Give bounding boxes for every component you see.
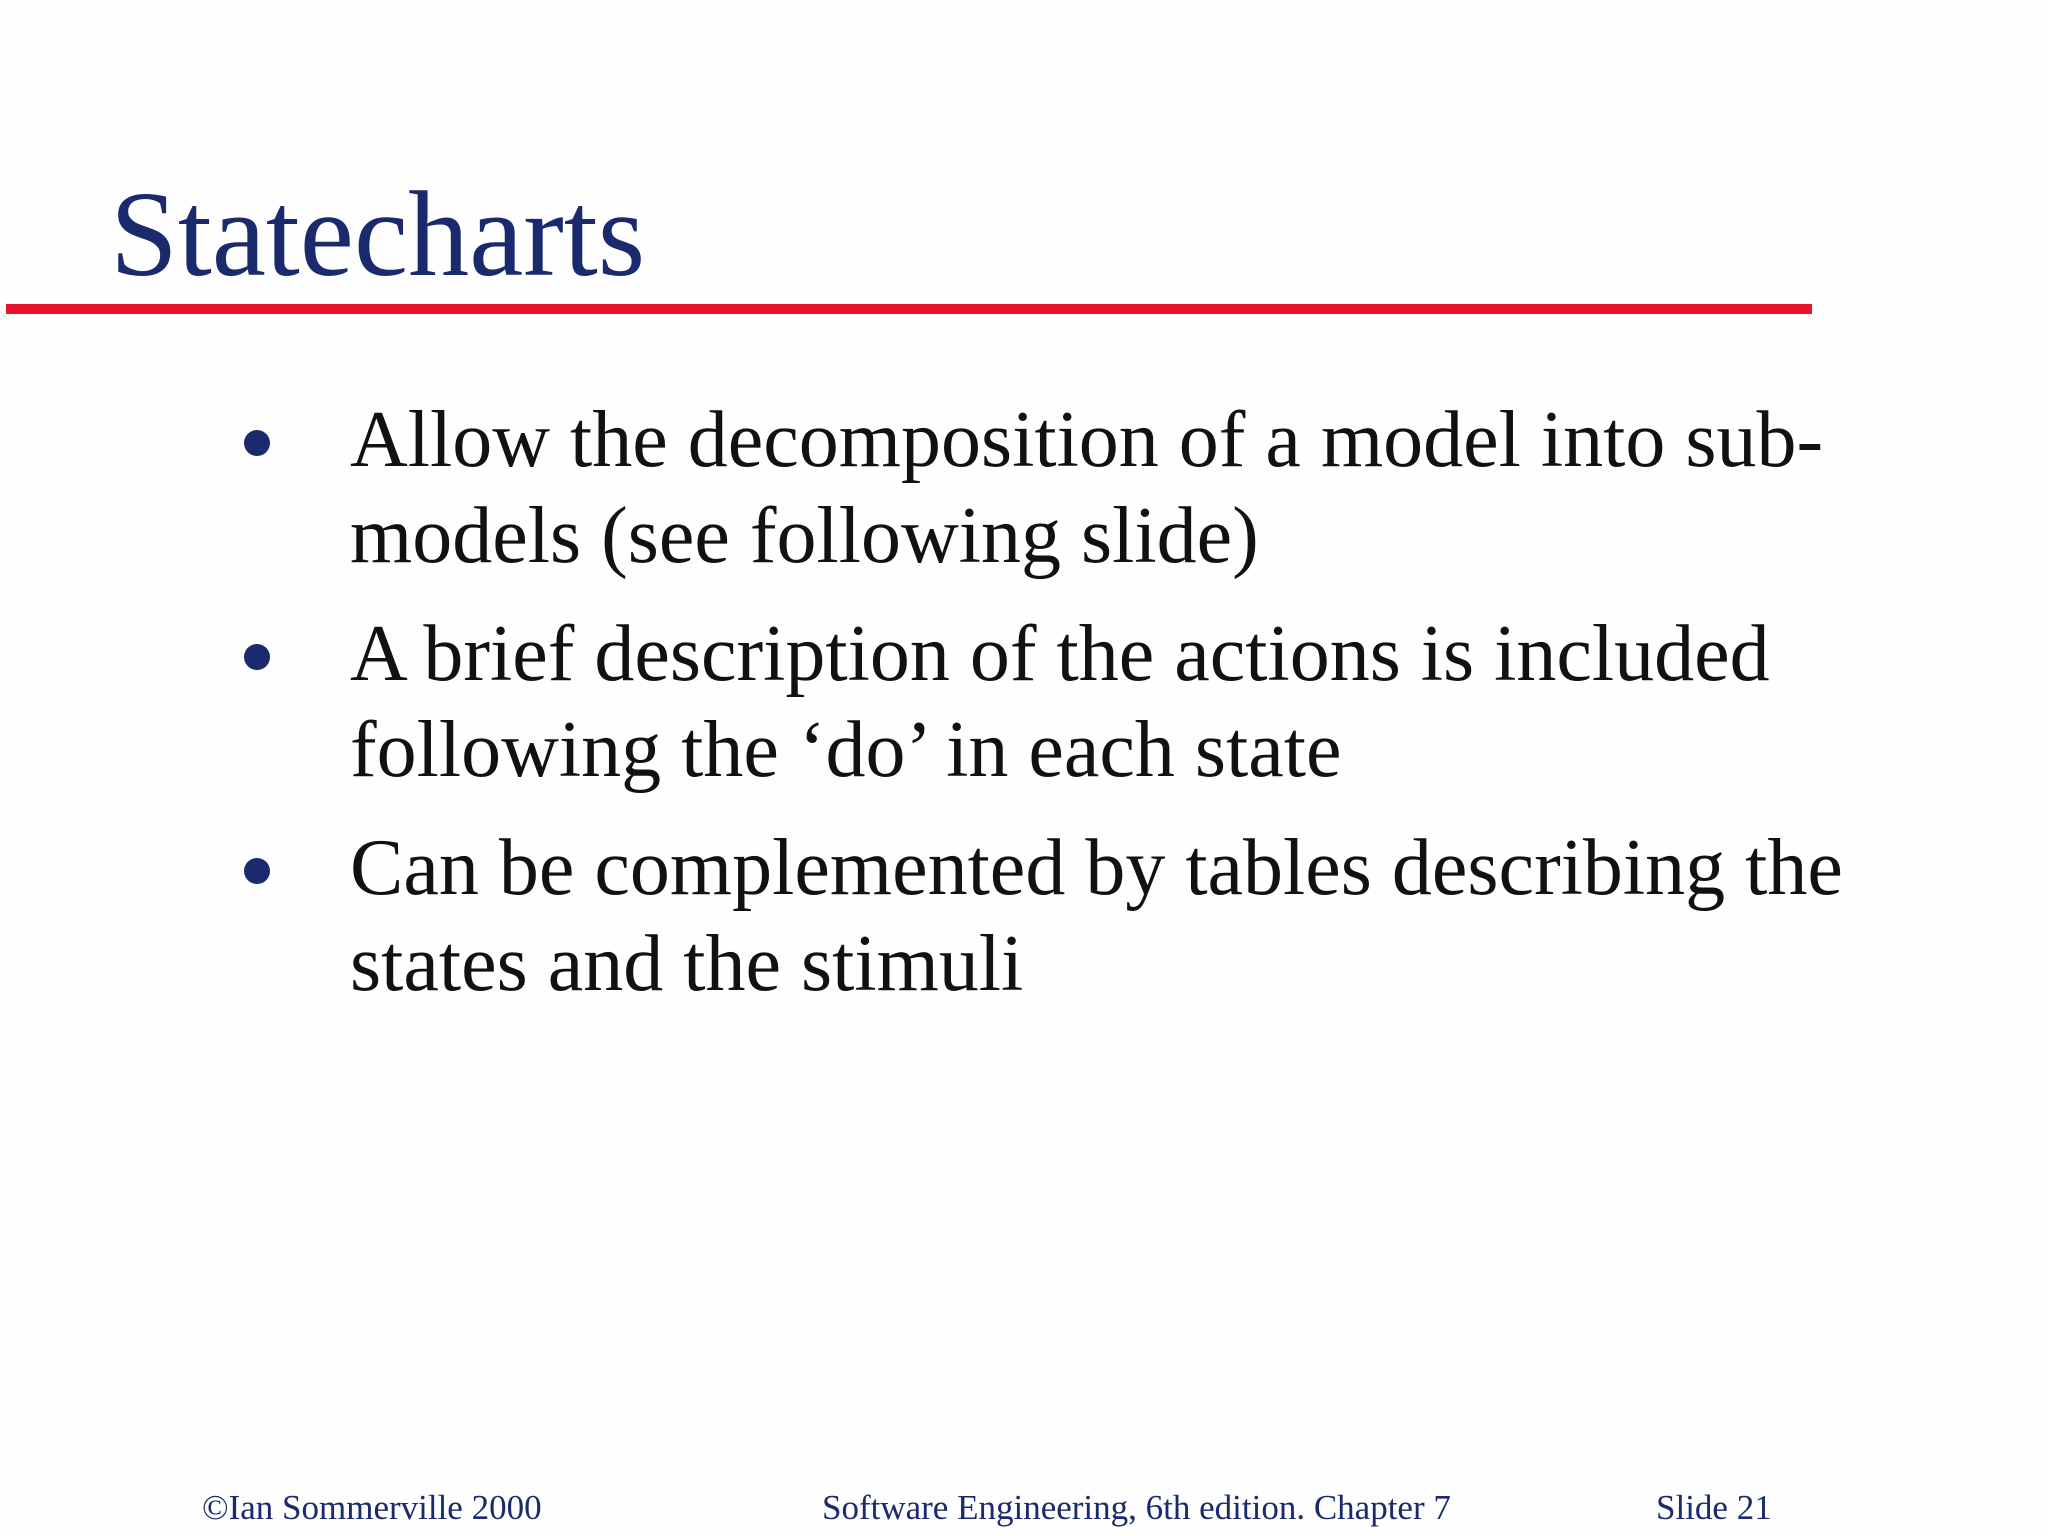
footer-book-title: Software Engineering, 6th edition. Chapter 7: [822, 1488, 1451, 1527]
bullet-dot-icon: [244, 430, 270, 456]
title-divider: [6, 304, 1812, 314]
slide-title: Statecharts: [110, 167, 646, 302]
bullet-list: [238, 392, 1878, 1034]
bullet-text: Can be complemented by tables describing the states and the stimuli: [350, 824, 1843, 1008]
footer-slide-number: Slide 21: [1656, 1488, 1772, 1527]
bullet-text: A brief description of the actions is included following the ‘do’ in each state: [350, 610, 1770, 794]
bullet-item: [238, 392, 1878, 584]
bullet-item: [238, 606, 1878, 798]
bullet-dot-icon: [244, 858, 270, 884]
bullet-dot-icon: [244, 644, 270, 670]
footer-copyright: ©Ian Sommerville 2000: [202, 1488, 542, 1527]
bullet-text: Allow the decomposition of a model into sub-models (see following slide): [350, 396, 1824, 580]
bullet-item: [238, 820, 1878, 1012]
